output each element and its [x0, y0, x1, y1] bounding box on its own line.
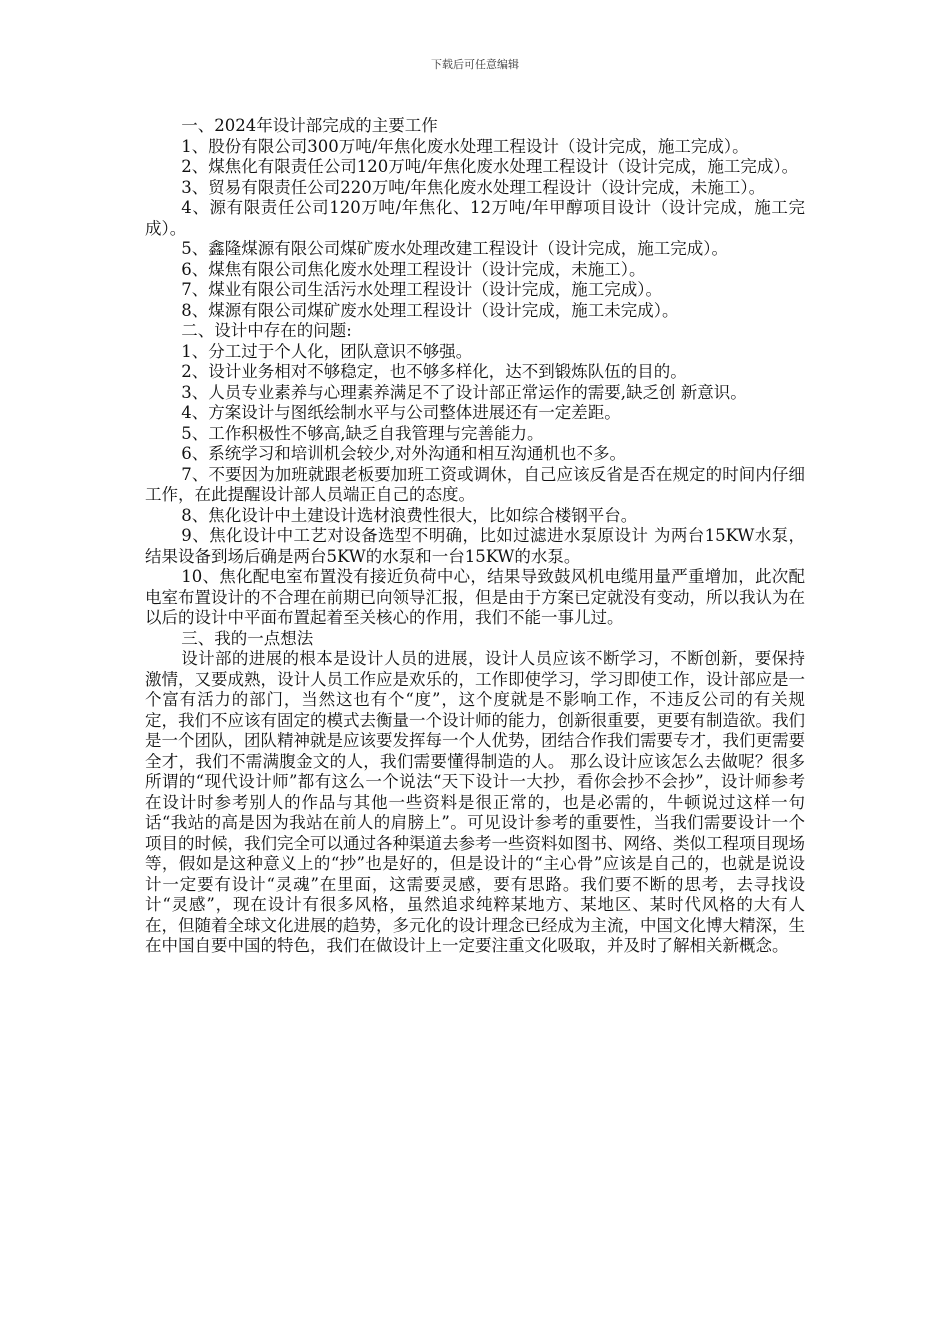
document-body — [145, 116, 805, 957]
paragraph: 7、不要因为加班就跟老板要加班工资或调休，自己应该反省是否在规定的时间内仔细工作，在此提醒设计部人员端正自己的态度。 — [145, 464, 805, 504]
paragraph: 3、贸易有限责任公司220万吨/年焦化废水处理工程设计（设计完成，未施工）。 — [181, 177, 766, 197]
paragraph: 4、源有限责任公司120万吨/年焦化、12万吨/年甲醇项目设计（设计完成，施工完成）。 — [145, 198, 805, 238]
paragraph: 5、工作积极性不够高,缺乏自我管理与完善能力。 — [181, 423, 544, 443]
paragraph: 10、焦化配电室布置没有接近负荷中心，结果导致鼓风机电缆用量严重增加，此次配电室布置设计的不合理在前期已向领导汇报，但是由于方案已定就没有变动，所以我认为在以后的设计中平面布置起着至关核心的作用，我们不能一事儿过。 — [145, 567, 805, 627]
paragraph: 3、人员专业素养与心理素养满足不了设计部正常运作的需要,缺乏创 新意识。 — [181, 382, 747, 402]
paragraph: 9、焦化设计中工艺对设备选型不明确，比如过滤进水泵原设计 为两台15KW水泵，结果设备到场后确是两台5KW的水泵和一台15KW的水泵。 — [145, 526, 805, 566]
paragraph: 5、鑫隆煤源有限公司煤矿废水处理改建工程设计（设计完成，施工完成）。 — [181, 239, 729, 258]
paragraph: 4、方案设计与图纸绘制水平与公司整体进展还有一定差距。 — [181, 403, 621, 422]
paragraph: 6、煤焦有限公司焦化废水处理工程设计（设计完成，未施工）。 — [181, 259, 646, 279]
paragraph: 8、煤源有限公司煤矿废水处理工程设计（设计完成，施工未完成）。 — [181, 300, 679, 320]
paragraph: 1、股份有限公司300万吨/年焦化废水处理工程设计（设计完成，施工完成）。 — [181, 136, 749, 156]
section-heading: 一、2024年设计部完成的主要工作 — [181, 116, 438, 135]
paragraph: 2、煤焦化有限责任公司120万吨/年焦化废水处理工程设计（设计完成，施工完成）。 — [181, 157, 799, 176]
paragraph: 7、煤业有限公司生活污水处理工程设计（设计完成，施工完成）。 — [181, 280, 663, 299]
section-heading: 二、设计中存在的问题: — [181, 321, 352, 340]
section-heading: 三、我的一点想法 — [181, 628, 314, 648]
paragraph: 2、设计业务相对不够稳定，也不够多样化，达不到锻炼队伍的目的。 — [181, 362, 687, 381]
paragraph: 设计部的进展的根本是设计人员的进展，设计人员应该不断学习，不断创新，要保持激情，又要成熟，设计人员工作应是欢乐的，工作即使学习，学习即使工作，设计部应是一个富有活力的部门，当然这也有个“度”，这个度就是不影响工作，不违反公司的有关规定，我们不应该有固定的模式去衡量一个设计师的能力，创新很重要，更要有制造欲。我们是一个团队，团队精神就是应该要发挥每一个人优势，团结合作我们需要专才，我们更需要全才，我们不需满腹金文的人，我们需要懂得制造的人。 那么设计应该怎么去做呢？很多所谓的“现代设计师”都有这么一个说法“天下设计一大抄，看你会抄不会抄”，设计师参考在设计时参考别人的作品与其他一些资料是很正常的，也是必需的，牛顿说过这样一句话“我站的高是因为我站在前人的肩膀上”。可见设计参考的重要性，当我们需要设计一个项目的时候，我们完全可以通过各种渠道去参考一些资料如图书、网络、类似工程项目现场等，假如是这种意义上的“抄”也是好的，但是设计的“主心骨”应该是自己的，也就是说设计一定要有设计“灵魂”在里面，这需要灵感，要有思路。我们要不断的思考，去寻找设计“灵感”，现在设计有很多风格，虽然追求纯粹某地方、某地区、某时代风格的大有人在，但随着全球文化进展的趋势，多元化的设计理念已经成为主流，中国文化博大精深，生在中国自要中国的特色，我们在做设计上一定要注重文化吸取，并及时了解相关新概念。 — [145, 649, 805, 955]
paragraph: 6、系统学习和培训机会较少,对外沟通和相互沟通机也不多。 — [181, 444, 627, 463]
page-header: 下载后可任意编辑 — [431, 58, 519, 71]
paragraph: 8、焦化设计中土建设计选材浪费性很大，比如综合楼钢平台。 — [181, 505, 638, 525]
paragraph: 1、分工过于个人化，团队意识不够强。 — [181, 341, 473, 361]
